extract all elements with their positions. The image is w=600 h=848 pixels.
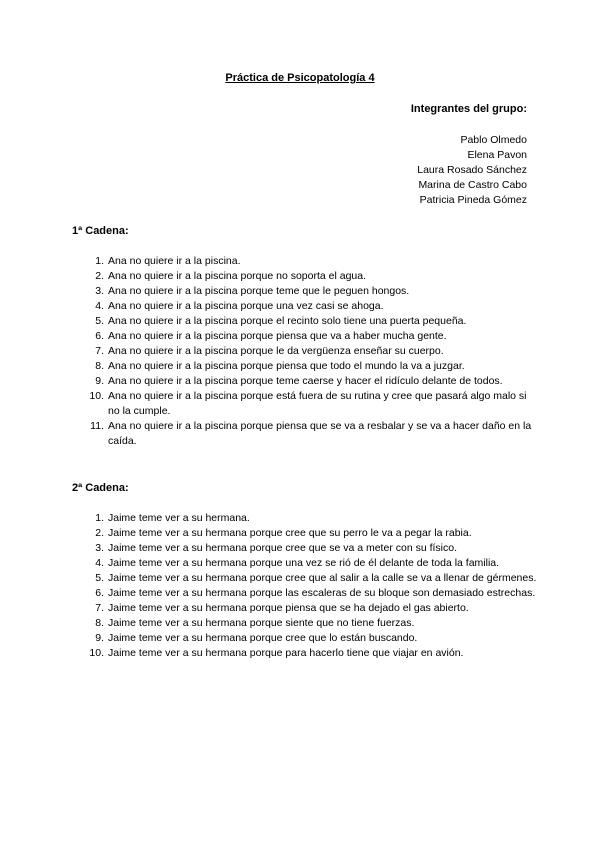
member-name: Elena Pavon [467,149,527,161]
chain2-list [89,511,538,661]
chain1-list [89,254,538,449]
list-item: 10. Ana no quiere ir a la piscina porque está fuera de su rutina y cree que pasará algo malo si no la cumple. [89,390,527,417]
list-item: 8. Ana no quiere ir a la piscina porque piensa que todo el mundo la va a juzgar. [95,360,465,372]
list-item: 2. Ana no quiere ir a la piscina porque no soporta el agua. [95,270,367,282]
member-name: Laura Rosado Sánchez [417,164,527,176]
list-item: 10. Jaime teme ver a su hermana porque para hacerlo tiene que viajar en avión. [89,647,464,659]
list-item: 11. Ana no quiere ir a la piscina porque piensa que se va a resbalar y se va a hacer daño en la caída. [90,420,532,447]
list-item: 3. Jaime teme ver a su hermana porque cree que se va a meter con su físico. [95,542,458,554]
list-item: 7. Ana no quiere ir a la piscina porque le da vergüenza enseñar su cuerpo. [95,345,444,357]
member-name: Patricia Pineda Gómez [419,194,527,206]
member-list [417,133,527,208]
chain2-title: 2ª Cadena: [72,482,129,494]
list-item: 4. Ana no quiere ir a la piscina porque una vez casi se ahoga. [95,300,384,312]
list-item: 5. Ana no quiere ir a la piscina porque el recinto solo tiene una puerta pequeña. [95,315,467,327]
document-title: Práctica de Psicopatología 4 [225,72,375,84]
list-item: 5. Jaime teme ver a su hermana porque cree que al salir a la calle se va a llenar de gérmenes. [95,572,537,584]
list-item: 1. Jaime teme ver a su hermana. [95,512,250,524]
member-name: Marina de Castro Cabo [418,179,527,191]
list-item: 6. Jaime teme ver a su hermana porque las escaleras de su bloque son demasiado estrechas. [95,587,536,599]
chain1-title: 1ª Cadena: [72,225,129,237]
list-item: 1. Ana no quiere ir a la piscina. [95,255,241,267]
list-item: 8. Jaime teme ver a su hermana porque siente que no tiene fuerzas. [95,617,415,629]
list-item: 4. Jaime teme ver a su hermana porque una vez se rió de él delante de toda la familia. [95,557,500,569]
list-item: 9. Ana no quiere ir a la piscina porque teme caerse y hacer el ridículo delante de todos. [95,375,503,387]
member-name: Pablo Olmedo [460,134,527,146]
list-item: 9. Jaime teme ver a su hermana porque cree que lo están buscando. [95,632,418,644]
list-item: 2. Jaime teme ver a su hermana porque cree que su perro le va a pegar la rabia. [95,527,472,539]
list-item: 3. Ana no quiere ir a la piscina porque teme que le peguen hongos. [95,285,410,297]
list-item: 6. Ana no quiere ir a la piscina porque piensa que va a haber mucha gente. [95,330,447,342]
group-heading: Integrantes del grupo: [410,103,527,115]
list-item: 7. Jaime teme ver a su hermana porque piensa que se ha dejado el gas abierto. [95,602,469,614]
